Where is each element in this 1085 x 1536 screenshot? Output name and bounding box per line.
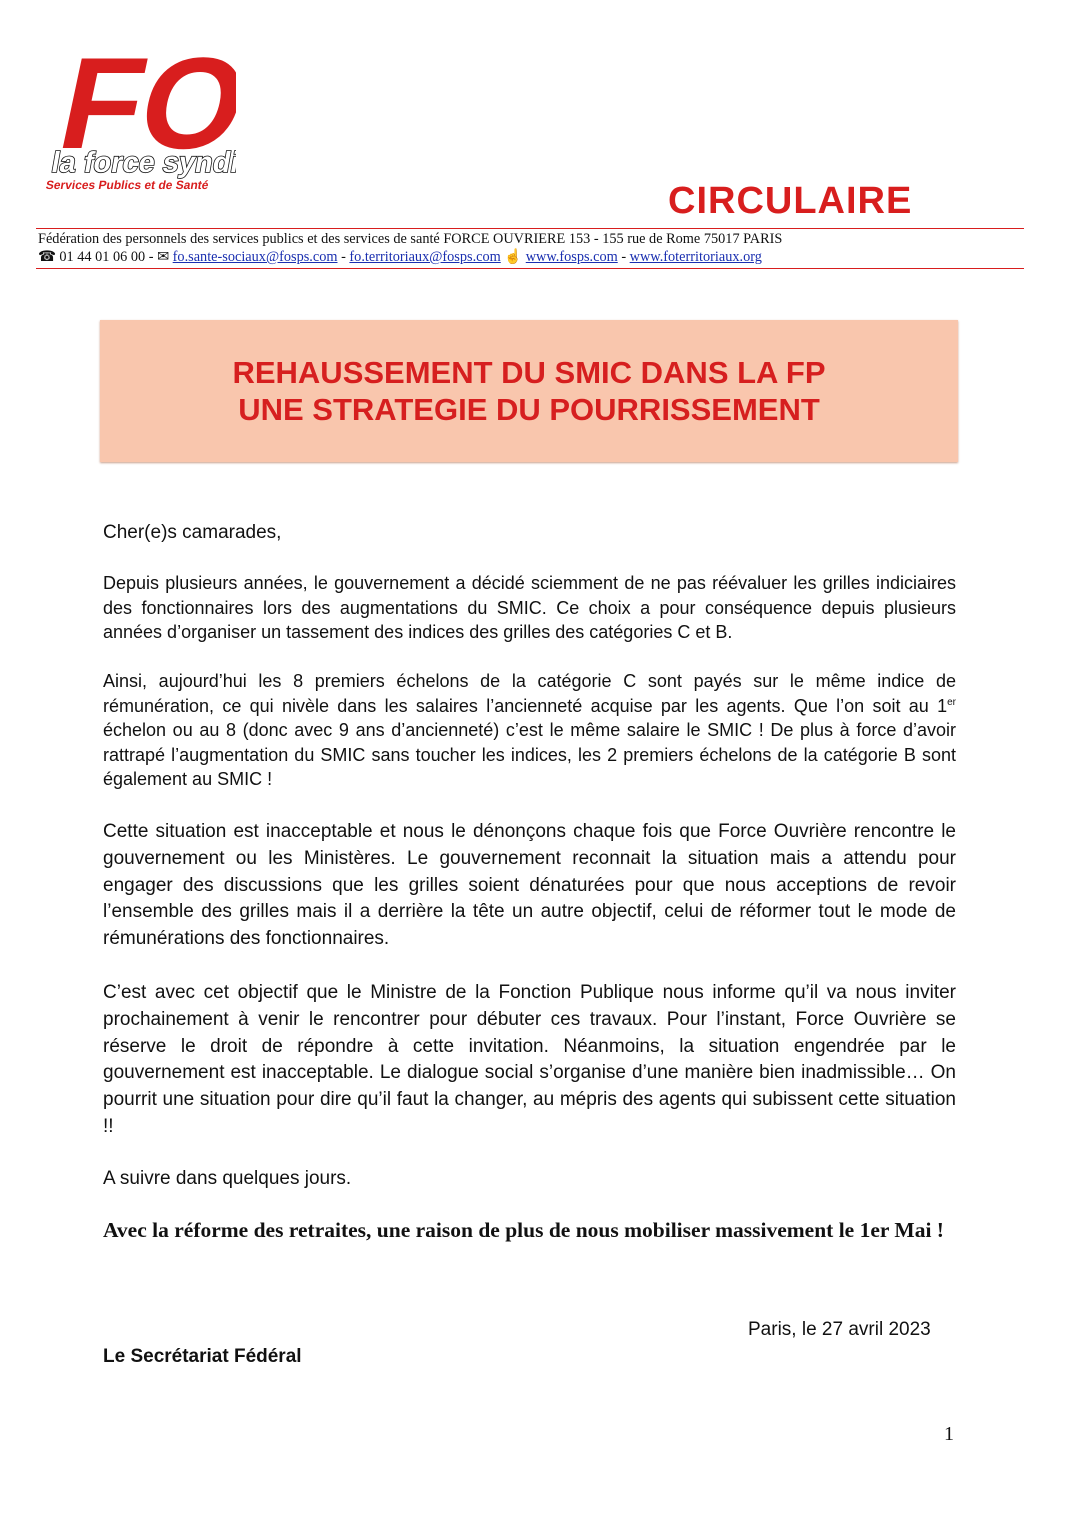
signature: Le Secrétariat Fédéral	[103, 1346, 302, 1367]
paragraph-5: A suivre dans quelques jours.	[103, 1168, 352, 1189]
website-foterritoriaux-link[interactable]: www.foterritoriaux.org	[629, 249, 762, 265]
website-fosps-link[interactable]: www.fosps.com	[525, 249, 618, 265]
envelope-icon: ✉	[157, 249, 170, 265]
document-type: CIRCULAIRE	[668, 180, 913, 222]
paragraph-3: Cette situation est inacceptable et nous le dénonçons chaque fois que Force Ouvrière rencontre le gouvernement ou les Ministères. Le gouvernement reconnait la situation mais a attendu pour engager des discussions que les grilles soient dénaturées pour que nous acceptions de revoir l’ensemble des grilles mais il a derrière la tête un autre objectif, celui de réformer tout le mode de rémunérations des fonctionnaires.	[103, 821, 956, 950]
salutation: Cher(e)s camarades,	[103, 522, 282, 543]
title-banner	[100, 320, 958, 462]
header-rule-top	[36, 228, 1024, 229]
email-territoriaux-link[interactable]: fo.territoriaux@fosps.com	[349, 249, 501, 265]
phone-icon: ☎	[38, 249, 56, 265]
fo-logo-mark	[36, 26, 236, 204]
logo-letters: FO	[48, 30, 236, 176]
header-rule-bottom	[36, 268, 1024, 269]
title-line-2: UNE STRATEGIE DU POURRISSEMENT	[238, 392, 820, 427]
fo-logo	[36, 26, 236, 204]
phone-number: 01 44 01 06 00 -	[59, 249, 154, 265]
page-number: 1	[944, 1423, 954, 1445]
logo-tagline: la force syndicale	[49, 147, 236, 179]
ordinal-superscript: er	[947, 696, 956, 708]
federation-address: Fédération des personnels des services publics et des services de santé FORCE OUVRIERE 153 - 155 rue de Rome 75017 PARIS	[38, 231, 783, 247]
paragraph-2-part-a: Ainsi, aujourd’hui les 8 premiers échelons de la catégorie C sont payés sur le même indice de rémunération, ce qui nivèle dans les salaires l’ancienneté acquise par les agents. Que l’on soit au 1	[103, 671, 956, 716]
closing-statement: Avec la réforme des retraites, une raison de plus de nous mobiliser massivement le 1er Mai !	[103, 1218, 944, 1242]
separator: -	[341, 249, 346, 265]
logo-subtitle: Services Publics et de Santé	[44, 178, 210, 192]
pointer-icon: ☝	[504, 249, 523, 265]
contact-line	[38, 249, 762, 266]
email-sante-link[interactable]: fo.sante-sociaux@fosps.com	[172, 249, 338, 265]
title-line-1: REHAUSSEMENT DU SMIC DANS LA FP	[232, 355, 826, 390]
paragraph-2-part-b: échelon ou au 8 (donc avec 9 ans d’ancienneté) c’est le même salaire le SMIC ! De plus à force d’avoir rattrapé l’augmentation du SMIC sans toucher les indices, les 2 premiers échelons de la catégorie B sont également au SMIC !	[103, 720, 956, 789]
separator: -	[621, 249, 627, 265]
paragraph-1: Depuis plusieurs années, le gouvernement a décidé sciemment de ne pas réévaluer les grilles indiciaires des fonctionnaires lors des augmentations du SMIC. Ce choix a pour conséquence depuis plusieurs années d’organiser un tassement des indices des grilles des catégories C et B.	[103, 573, 956, 642]
paragraph-2	[103, 669, 956, 792]
document-date: Paris, le 27 avril 2023	[748, 1319, 931, 1340]
paragraph-4: C’est avec cet objectif que le Ministre de la Fonction Publique nous informe qu’il va nous inviter prochainement à venir le rencontrer pour débuter ces travaux. Pour l’instant, Force Ouvrière se réserve le droit de répondre à cette invitation. Néanmoins, la situation engendrée par le gouvernement est inacceptable. Le dialogue social s’organise d’une manière bien inadmissible… On pourrit une situation pour dire qu’il faut la changer, au mépris des agents qui subissent cette situation !!	[103, 982, 956, 1137]
